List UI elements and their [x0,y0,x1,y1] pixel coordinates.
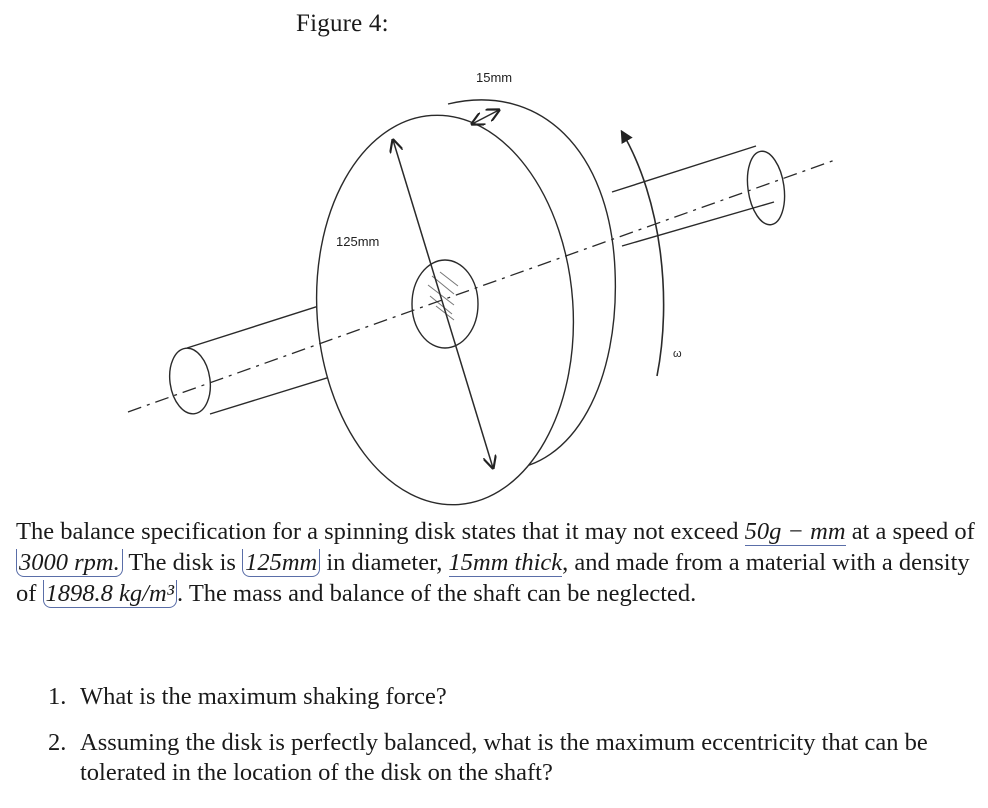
speed-value: 3000 rpm. [16,549,123,577]
problem-statement: The balance specification for a spinning disk states that it may not exceed 50g − mm at a speed of 3000 rpm. The disk is 125mm in diameter, 15mm thick, and made from a material with a density of 1898.8 kg/m³ . The mass and balance of the shaft can be neglected. [16,518,975,607]
question-number: 1. [48,683,67,710]
label-thickness: 15mm [476,70,513,85]
question-text: Assuming the disk is perfectly balanced, what is the maximum eccentricity that can be tolerated in the location of the disk on the shaft? [80,729,928,786]
diameter-value: 125mm [242,549,320,577]
rotation-arrow [622,132,664,376]
shaft-right [612,146,789,246]
label-diameter: 125mm [336,234,380,249]
question-list [40,682,980,804]
shaft-left-end [166,346,215,417]
density-value: 1898.8 kg/m³ [43,580,177,608]
question-item [40,728,980,788]
thickness-arrow [472,110,499,124]
label-omega: ω [673,348,682,360]
question-item [40,682,980,712]
thickness-value: 15mm thick [448,549,563,576]
question-text: What is the maximum shaking force? [80,683,447,710]
shaft-right-end [743,149,789,227]
balance-spec: 50g − mm [744,518,846,545]
disk-hub [412,260,478,348]
figure-title: Figure 4: [296,10,389,37]
question-number: 2. [48,729,67,756]
